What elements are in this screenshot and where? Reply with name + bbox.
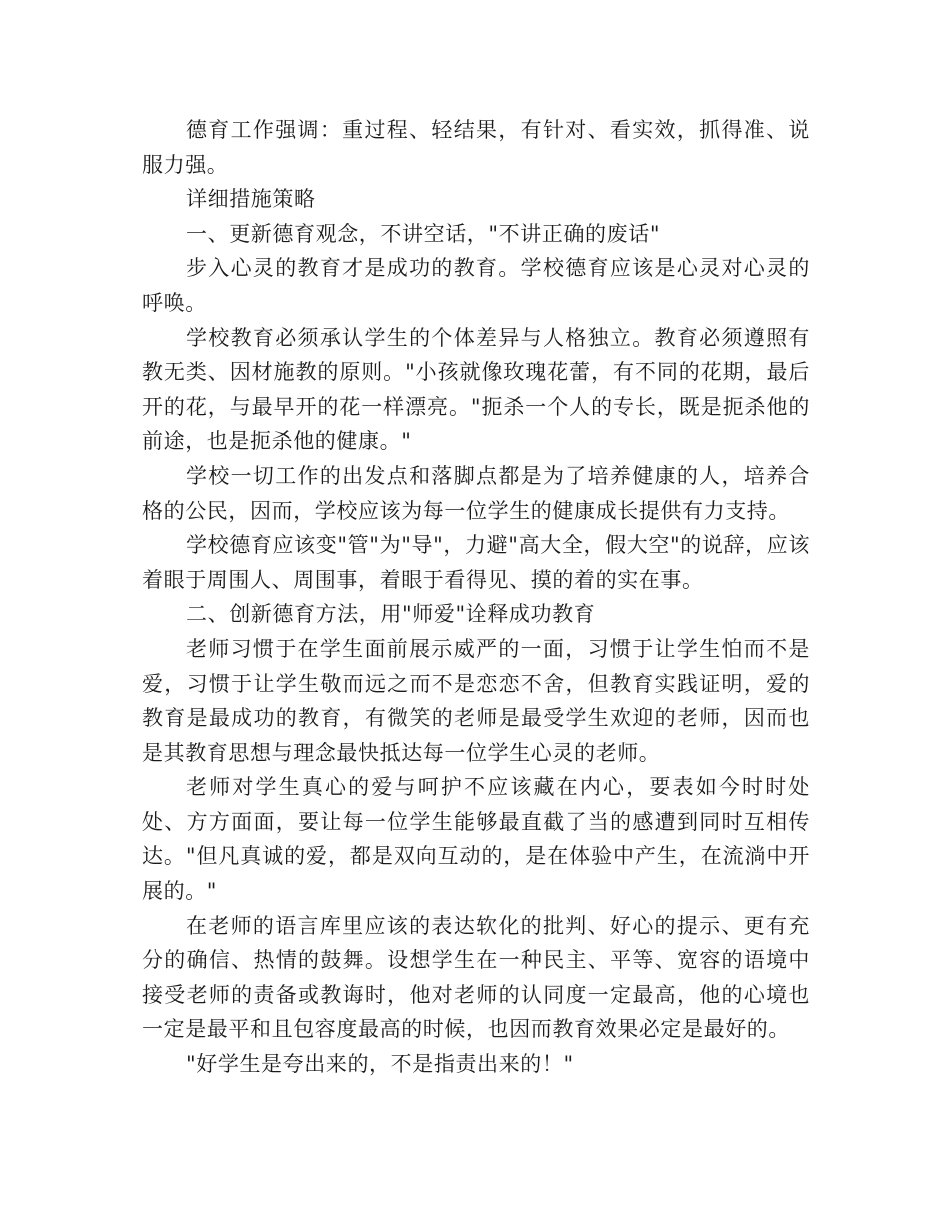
paragraph: 老师习惯于在学生面前展示威严的一面，习惯于让学生怕而不是爱，习惯于让学生敬而远之而不是恋恋不舍，但教育实践证明，爱的教育是最成功的教育，有微笑的老师是最受学生欢迎的老师，因而也是其教育思想与理念最快抵达每一位学生心灵的老师。 xyxy=(142,636,810,765)
section-heading-one: 一、更新德育观念，不讲空话，"不讲正确的废话" xyxy=(186,221,661,246)
section-heading-measures: 详细措施策略 xyxy=(186,187,316,212)
paragraph: 学校一切工作的出发点和落脚点都是为了培养健康的人，培养合格的公民，因而，学校应该为每一位学生的健康成长提供有力支持。 xyxy=(142,463,810,523)
section-heading-two: 二、创新德育方法，用"师爱"诠释成功教育 xyxy=(186,602,596,627)
paragraph: 在老师的语言库里应该的表达软化的批判、好心的提示、更有充分的确信、热情的鼓舞。设想学生在一种民主、平等、宽容的语境中接受老师的责备或教诲时，他对老师的认同度一定最高，他的心境也一定是最平和且包容度最高的时候，也因而教育效果必定是最好的。 xyxy=(142,913,810,1042)
paragraph-intro: 德育工作强调：重过程、轻结果，有针对、看实效，抓得准、说服力强。 xyxy=(142,118,810,177)
paragraph: 学校教育必须承认学生的个体差异与人格独立。教育必须遵照有教无类、因材施教的原则。"小孩就像玫瑰花蕾，有不同的花期，最后开的花，与最早开的花一样漂亮。"扼杀一个人的专长，既是扼杀他的前途，也是扼杀他的健康。" xyxy=(142,325,810,454)
paragraph: 步入心灵的教育才是成功的教育。学校德育应该是心灵对心灵的呼唤。 xyxy=(142,256,810,315)
document-body xyxy=(142,113,810,1082)
paragraph: 学校德育应该变"管"为"导"，力避"高大全，假大空"的说辞，应该着眼于周围人、周围事，着眼于看得见、摸的着的实在事。 xyxy=(142,533,810,592)
paragraph: 老师对学生真心的爱与呵护不应该藏在内心，要表如今时时处处、方方面面，要让每一位学生能够最直截了当的感遭到同时互相传达。"但凡真诚的爱，都是双向互动的，是在体验中产生，在流淌中开展的。" xyxy=(142,775,810,904)
quote-line: "好学生是夸出来的，不是指责出来的！" xyxy=(186,1052,574,1077)
